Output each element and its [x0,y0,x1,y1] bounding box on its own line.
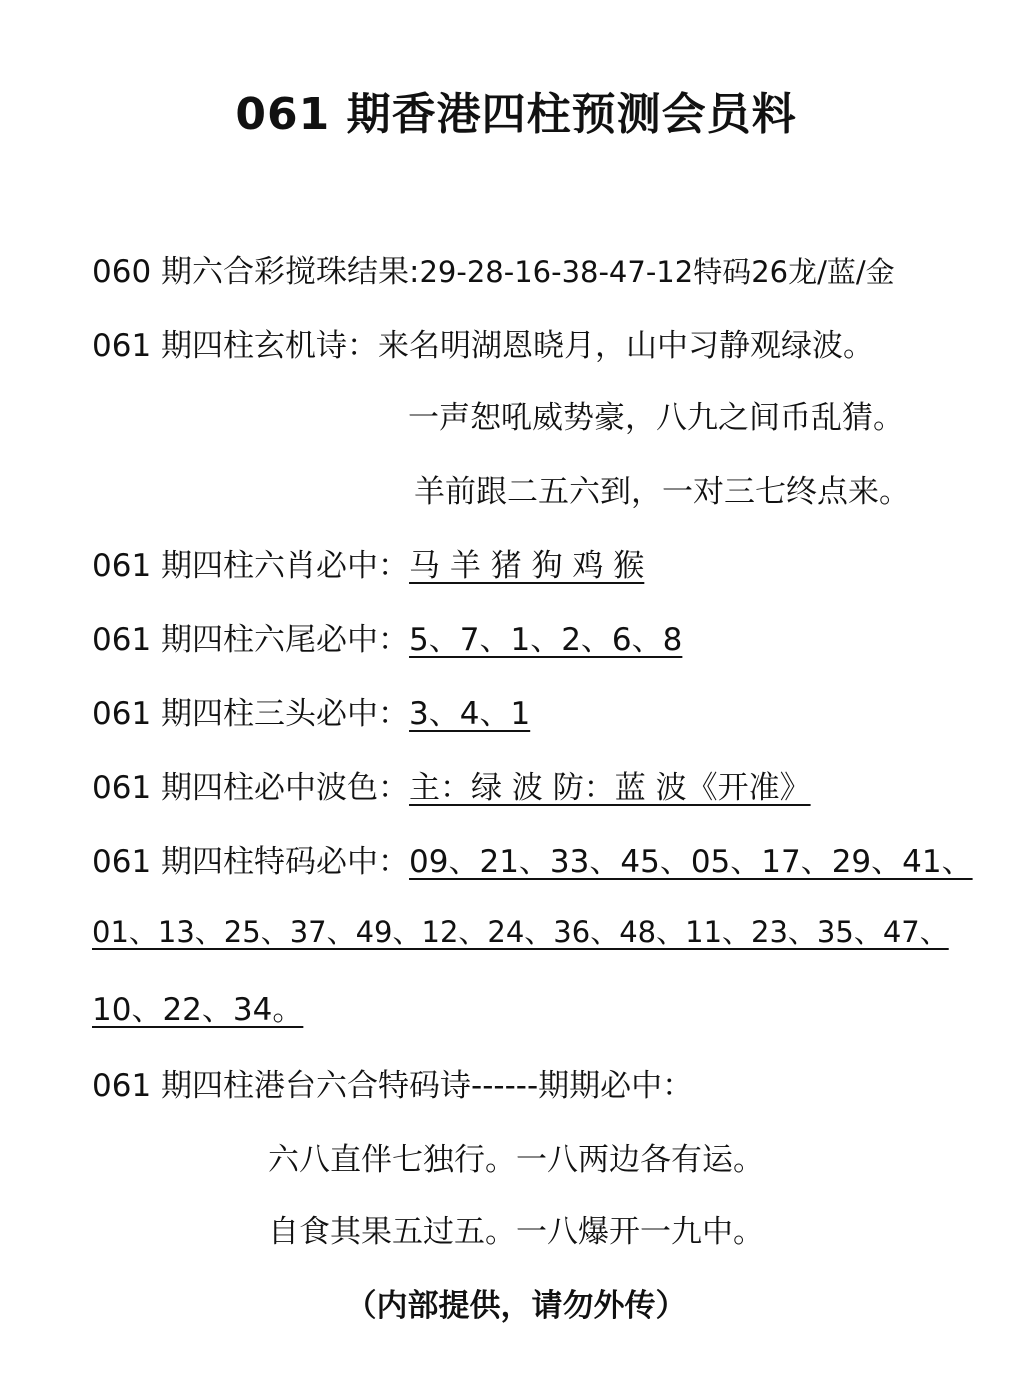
poem-text-3: 羊前跟二五六到，一对三七终点来。 [414,474,910,510]
zodiac-line [92,540,644,585]
tails-value: 5、7、1、2、6、8 [409,622,683,658]
hk-poem-label: 061 期四柱港台六合特码诗------期期必中： [92,1068,694,1104]
special-value-1: 09、21、33、45、05、17、29、41、 [409,844,973,880]
hk-poem-line-2: 自食其果五过五。一八爆开一九中。 [268,1214,764,1250]
wave-label: 061 期四柱必中波色： [92,770,410,806]
wave-value: 主：绿 波 防：蓝 波《开准》 [409,770,811,806]
tails-line [92,614,682,659]
zodiac-label: 061 期四柱六肖必中： [92,548,410,584]
special-value-3: 10、22、34。 [92,992,304,1028]
special-line-1 [92,836,973,881]
result-label: 060 期六合彩搅珠结果: [92,254,420,290]
poem-label: 061 期四柱玄机诗： [92,328,379,364]
tails-label: 061 期四柱六尾必中： [92,622,410,658]
poem-line-1 [92,320,874,365]
zodiac-value: 马 羊 猪 狗 鸡 猴 [409,548,645,584]
wave-line [92,762,811,807]
result-value: 29-28-16-38-47-12特码26龙/蓝/金 [419,255,895,289]
special-value-2: 01、13、25、37、49、12、24、36、48、11、23、35、47、 [92,915,949,949]
hk-poem-line-1: 六八直伴七独行。一八两边各有运。 [268,1142,764,1178]
heads-value: 3、4、1 [409,696,531,732]
footer-note: （内部提供，请勿外传） [345,1288,687,1324]
poem-text-2: 一声恕吼威势豪，八九之间币乱猜。 [408,400,904,436]
poem-text-1: 来名明湖恩晓月，山中习静观绿波。 [378,328,875,364]
result-line [92,246,895,291]
heads-label: 061 期四柱三头必中： [92,696,410,732]
special-label: 061 期四柱特码必中： [92,844,410,880]
heads-line [92,688,530,733]
page-title: 061 期香港四柱预测会员料 [235,89,797,140]
